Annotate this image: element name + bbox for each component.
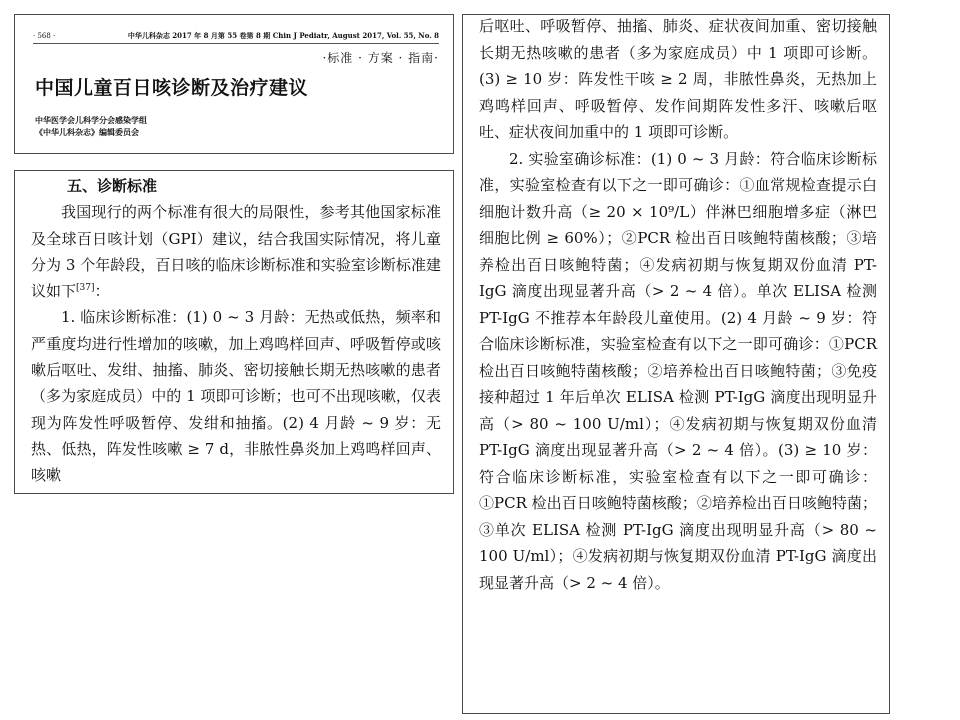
journal-citation: 中华儿科杂志 2017 年 8 月第 55 卷第 8 期 Chin J Pediatr, August 2017, Vol. 55, No. 8 — [127, 31, 439, 40]
page-number: · 568 · — [33, 32, 56, 40]
article-header-panel — [14, 14, 454, 154]
section-heading: 五、诊断标准 — [67, 177, 158, 195]
right-text-column — [479, 13, 877, 596]
left-text-column — [31, 173, 441, 489]
paragraph-intro: 我国现行的两个标准有很大的局限性，参考其他国家标准及全球百日咳计划（GPI）建议，结合我国实际情况，将儿童分为 3 个年龄段，百日咳的临床诊断标准和实验室诊断标准建议如下[37]： — [31, 203, 441, 301]
author-committee: 《中华儿科杂志》编辑委员会 — [35, 127, 139, 137]
left-text-panel — [14, 170, 454, 494]
article-title: 中国儿童百日咳诊断及治疗建议 — [35, 77, 309, 99]
journal-running-header — [33, 31, 439, 44]
article-category: ·标准 · 方案 · 指南· — [322, 51, 439, 65]
author-group: 中华医学会儿科学分会感染学组 — [35, 115, 147, 125]
paragraph-lab-criteria: 2. 实验室确诊标准：(1) 0 ~ 3 月龄：符合临床诊断标准，实验室检查有以下之一即可确诊：①血常规检查提示白细胞计数升高（≥ 20 × 10⁹/L）伴淋巴细胞增多症（淋巴细胞比例 ≥ 60%）；②PCR 检出百日咳鲍特菌核酸；③培养检出百日咳鲍特菌；④发病初期与恢复期双份血清 PT-IgG 滴度出现显著升高（> 2 ~ 4 倍）。单次 ELISA 检测 PT-IgG 不推荐本年龄段儿童使用。(2) 4 月龄 ~ 9 岁：符合临床诊断标准，实验室检查有以下之一即可确诊：①PCR 检出百日咳鲍特菌核酸；②培养检出百日咳鲍特菌；③免疫接种超过 1 年后单次 ELISA 检测 PT-IgG 滴度出现明显升高（> 80 ~ 100 U/ml）；④发病初期与恢复期双份血清 PT-IgG 滴度出现显著升高（> 2 ~ 4 倍）。(3) ≥ 10 岁：符合临床诊断标准，实验室检查有以下之一即可确诊：①PCR 检出百日咳鲍特菌核酸；②培养检出百日咳鲍特菌；③单次 ELISA 检测 PT-IgG 滴度出现明显升高（> 80 ~ 100 U/ml）；④发病初期与恢复期双份血清 PT-IgG 滴度出现显著升高（> 2 ~ 4 倍）。 — [479, 149, 877, 592]
paragraph-clinical-criteria: 1. 临床诊断标准：(1) 0 ~ 3 月龄：无热或低热，频率和严重度均进行性增加的咳嗽，加上鸡鸣样回声、呼吸暂停或咳嗽后呕吐、发绀、抽搐、肺炎、密切接触长期无热咳嗽的患者（多为家庭成员）中的 1 项即可诊断；也可不出现咳嗽，仅表现为阵发性呼吸暂停、发绀和抽搐。(2) 4 月龄 ~ 9 岁：无热、低热，阵发性咳嗽 ≥ 7 d，非脓性鼻炎加上鸡鸣样回声、咳嗽 — [31, 308, 441, 485]
right-text-panel — [462, 14, 890, 714]
citation-ref: [37] — [76, 283, 95, 294]
paragraph-clinical-continued: 后呕吐、呼吸暂停、抽搐、肺炎、症状夜间加重、密切接触长期无热咳嗽的患者（多为家庭成员）中 1 项即可诊断。(3) ≥ 10 岁：阵发性干咳 ≥ 2 周，非脓性鼻炎，无热加上鸡鸣样回声、呼吸暂停、发作间期阵发性多汗、咳嗽后呕吐、症状夜间加重中的 1 项即可诊断。 — [479, 17, 877, 141]
